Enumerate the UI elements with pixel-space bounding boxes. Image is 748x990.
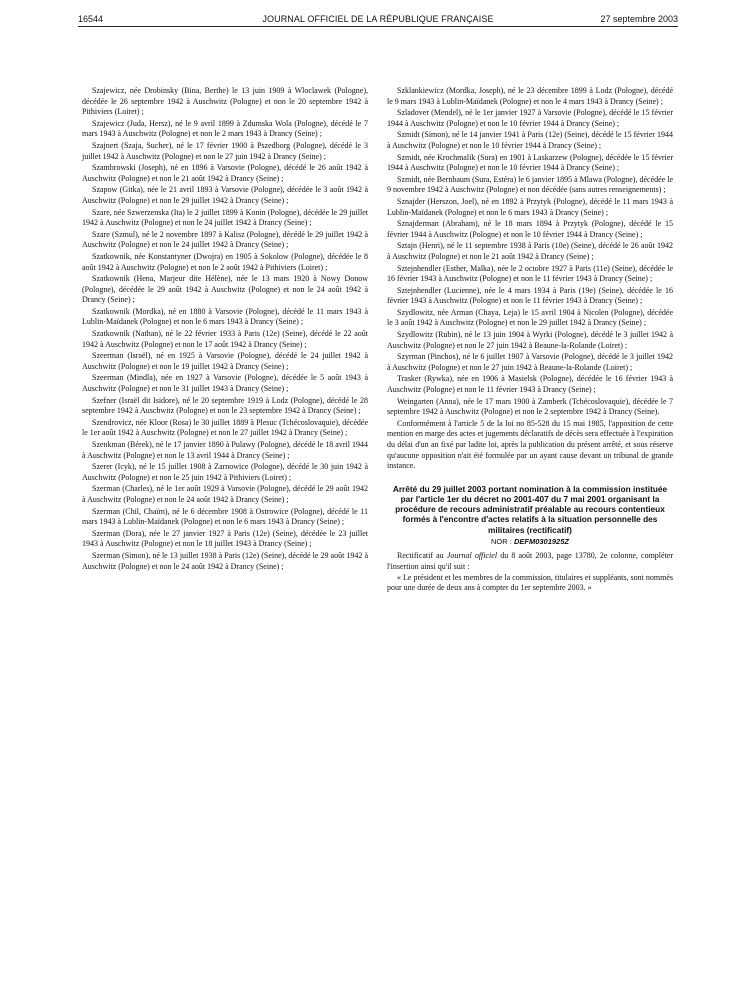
decree-title: Arrêté du 29 juillet 2003 portant nomination à la commission instituée par l'article 1er du décret no 2001-407 du 7 mai 2001 organisant la procédure de recours administratif préalable au recours contentieux formés à l'encontre d'actes relatifs à la situation personnelle des militaires (rectificatif)	[392, 483, 668, 535]
entry: Szklankiewicz (Mordka, Joseph), né le 23 décembre 1899 à Lodz (Pologne), décédé le 9 mars 1943 à Lublin-Maïdanek (Pologne) et non le 4 mars 1943 à Drancy (Seine) ;	[387, 86, 673, 106]
conformement-paragraph: Conformément à l'article 5 de la loi no 85-528 du 15 mai 1985, l'apposition de cette mention en marge des actes et jugements déclaratifs de décès sera effectuée à l'expiration du délai d'un an fixé par ladite loi, après la publication du présent arrêté, et sous réserve qu'aucune opposition n'ait été formulée par un ayant cause devant un tribunal de grande instance.	[387, 418, 673, 471]
right-column	[387, 86, 673, 594]
header-rule	[78, 26, 678, 27]
entry: Szeerman (Israël), né en 1925 à Varsovie (Pologne), décédé le 24 juillet 1942 à Auschwitz (Pologne) et non le 19 juillet 1942 à Drancy (Seine) ;	[82, 351, 368, 371]
entry: Szare (Szmul), né le 2 novembre 1897 à Kalisz (Pologne), décédé le 29 juillet 1942 à Auschwitz (Pologne) et non le 24 juillet 1942 à Drancy (Seine) ;	[82, 229, 368, 250]
entry: Sznajder (Herszon, Joel), né en 1892 à Przytyk (Pologne), décédé le 11 mars 1943 à Lublin-Maïdanek (Pologne) et non le 6 mars 1943 à Drancy (Seine) ;	[387, 196, 673, 217]
entry: Sztajn (Henri), né le 11 septembre 1938 à Paris (10e) (Seine), décédé le 26 août 1942 à Auschwitz (Pologne) et non le 21 août 1942 à Drancy (Seine) ;	[387, 241, 673, 261]
entry: Szare, née Szwerzenska (Ita) le 2 juillet 1899 à Konin (Pologne), décédée le 29 juillet 1942 à Auschwitz (Pologne) et non le 24 juillet 1942 à Drancy (Seine) ;	[82, 207, 368, 228]
entry: Szatkownik (Hena, Marjeur dite Hélène), née le 13 mars 1920 à Nowy Donow (Pologne), décédée le 29 août 1942 à Auschwitz (Pologne) et non le 24 août 1942 à Drancy (Seine) ;	[82, 274, 368, 305]
nor-reference	[387, 537, 673, 548]
left-column	[82, 86, 368, 573]
entry: Szmidt, née Krochmalik (Sura) en 1901 à Laskarzew (Pologne), décédée le 15 février 1944 à Auschwitz (Pologne) et non le 10 février 1944 à Drancy (Seine) ;	[387, 152, 673, 173]
entry: Szerman (Simon), né le 13 juillet 1938 à Paris (12e) (Seine), décédé le 29 août 1942 à Auschwitz (Pologne) et non le 24 août 1942 à Drancy (Seine) ;	[82, 550, 368, 571]
entry: Szatkownik, née Konstantyner (Dwojra) en 1905 à Sokolow (Pologne), décédée le 8 août 1942 à Auschwitz (Pologne) et non le 2 août 1942 à Pithiviers (Loiret) ;	[82, 251, 368, 272]
entry: Szerman (Chil, Chaïm), né le 6 décembre 1908 à Ostrowice (Pologne), décédé le 11 mars 1943 à Lublin-Maïdanek (Pologne) et non le 6 mars 1943 à Drancy (Seine) ;	[82, 506, 368, 527]
nor-label: NOR :	[491, 536, 512, 546]
entry: Szajewicz (Juda, Hersz), né le 9 avril 1899 à Zdumska Wola (Pologne), décédé le 7 mars 1943 à Auschwitz (Pologne) et non le 2 mars 1943 à Drancy (Seine) ;	[82, 118, 368, 139]
page-number: 16544	[78, 14, 104, 24]
entry: Szydlowitz (Rubin), né le 13 juin 1904 à Wyrki (Pologne), décédé le 3 juillet 1942 à Auschwitz (Pologne) et non le 27 juin 1942 à Beaune-la-Rolande (Loiret) ;	[387, 330, 673, 350]
entry: Szendrovicz, née Kloor (Rosa) le 30 juillet 1889 à Plesuc (Tchécoslovaquie), décédée le 1er août 1942 à Auschwitz (Pologne) et non le 27 juillet 1942 à Drancy (Seine) ;	[82, 417, 368, 438]
entry: Szmidt (Simon), né le 14 janvier 1941 à Paris (12e) (Seine), décédé le 15 février 1944 à Auschwitz (Pologne) et non le 10 février 1944 à Drancy (Seine) ;	[387, 130, 673, 150]
rectificatif-paragraph	[387, 551, 673, 572]
entry: Szladover (Mendel), né le 1er janvier 1927 à Varsovie (Pologne), décédé le 15 février 1944 à Auschwitz (Pologne) et non le 10 février 1944 à Drancy (Seine) ;	[387, 108, 673, 128]
entry: Szmidt, née Bernbaum (Sura, Estéra) le 6 janvier 1895 à Mlawa (Pologne), décédée le 9 novembre 1942 à Auschwitz (Pologne) et non décédée (sans autres renseignements) ;	[387, 174, 673, 195]
entry: Szydlowitz, née Arman (Chaya, Leja) le 15 avril 1904 à Nicolen (Pologne), décédée le 3 août 1942 à Auschwitz (Pologne) et non le 29 juillet 1942 à Drancy (Seine) ;	[387, 307, 673, 328]
entry: Sznajderman (Abraham), né le 18 mars 1894 à Przytyk (Pologne), décédé le 15 février 1944 à Auschwitz (Pologne) et non le 10 février 1944 à Drancy (Seine) ;	[387, 219, 673, 239]
journal-title: JOURNAL OFFICIEL DE LA RÉPUBLIQUE FRANÇAISE	[262, 14, 494, 24]
entry: Szapow (Gitka), née le 21 avril 1893 à Varsovie (Pologne), décédée le 3 août 1942 à Auschwitz (Pologne) et non le 29 juillet 1942 à Drancy (Seine) ;	[82, 185, 368, 205]
rectificatif-before: Rectificatif au	[397, 551, 444, 561]
entry: Szenkman (Bérek), né le 17 janvier 1890 à Pulawy (Pologne), décédé le 18 avril 1944 à Auschwitz (Pologne) et non le 13 avril 1944 à Drancy (Seine) ;	[82, 440, 368, 460]
entry: Trasker (Rywka), née en 1906 à Masielsk (Pologne), décédée le 16 février 1943 à Auschwitz (Pologne) et non le 11 février 1943 à Drancy (Seine) ;	[387, 374, 673, 395]
entry: Szajnert (Szaja, Sucher), né le 17 février 1900 à Pszedborg (Pologne), décédé le 3 juillet 1942 à Auschwitz (Pologne) et non le 27 juin 1942 à Drancy (Seine) ;	[82, 140, 368, 161]
entry: Szefner (Israël dit Isidore), né le 20 septembre 1919 à Lodz (Pologne), décédé le 28 septembre 1942 à Auschwitz (Pologne) et non le 23 septembre 1942 à Drancy (Seine) ;	[82, 395, 368, 416]
entry: Szeerman (Mindla), née en 1927 à Varsovie (Pologne), décédée le 5 août 1943 à Auschwitz (Pologne) et non le 31 juillet 1943 à Drancy (Seine) ;	[82, 373, 368, 394]
rectificatif-journal: Journal officiel	[446, 551, 498, 561]
entry: Szatkownik (Mordka), né en 1880 à Varsovie (Pologne), décédé le 11 mars 1943 à Lublin-Maïdanek (Pologne) et non le 6 mars 1943 à Drancy (Seine) ;	[82, 306, 368, 327]
entry: Sztejnhendler (Esther, Malka), née le 2 octobre 1927 à Paris (11e) (Seine), décédée le 16 février 1943 à Auschwitz (Pologne) et non le 11 février 1943 à Drancy (Seine) ;	[387, 263, 673, 284]
rectificatif-after: du 8 août 2003, page 13780, 2e colonne, compléter l'insertion ainsi qu'il suit :	[387, 551, 674, 571]
entry: Szerman (Dora), née le 27 janvier 1927 à Paris (12e) (Seine), décédée le 23 juillet 1943 à Auschwitz (Pologne) et non le 18 juillet 1943 à Drancy (Seine) ;	[82, 528, 368, 549]
entry: Szambrowski (Joseph), né en 1896 à Varsovie (Pologne), décédé le 26 août 1942 à Auschwitz (Pologne) et non le 21 août 1942 à Drancy (Seine) ;	[82, 163, 368, 183]
publication-date: 27 septembre 2003	[600, 14, 678, 24]
entry: Szajewicz, née Drobinsky (Bina, Berthe) le 13 juin 1909 à Wloclawek (Pologne), décédée le 26 septembre 1942 à Auschwitz (Pologne) et non le 20 septembre 1942 à Pithiviers (Loiret) ;	[82, 86, 368, 117]
decree-quote: « Le président et les membres de la commission, titulaires et suppléants, sont nommés pour une durée de deux ans à compter du 1er septembre 2003. »	[387, 572, 673, 593]
entry: Szyrman (Pinchos), né le 6 juillet 1907 à Varsovie (Pologne), décédé le 3 juillet 1942 à Auschwitz (Pologne) et non le 27 juin 1942 à Beaune-la-Rolande (Loiret) ;	[387, 352, 673, 372]
nor-code: DEFM0301925Z	[513, 536, 569, 546]
entry: Weingarten (Anna), née le 17 mars 1900 à Zamberk (Tchécoslovaquie), décédée le 7 septembre 1942 à Auschwitz (Pologne) et non le 2 septembre 1942 à Drancy (Seine).	[387, 396, 673, 417]
entry: Sztejnhendler (Lucienne), née le 4 mars 1934 à Paris (19e) (Seine), décédée le 16 février 1943 à Auschwitz (Pologne) et non le 11 février 1943 à Drancy (Seine) ;	[387, 285, 673, 306]
entry: Szatkownik (Nathan), né le 22 février 1933 à Paris (12e) (Seine), décédé le 22 août 1942 à Auschwitz (Pologne) et non le 17 août 1942 à Drancy (Seine) ;	[82, 329, 368, 349]
entry: Szerer (Icyk), né le 15 juillet 1908 à Zarnowice (Pologne), décédé le 30 juin 1942 à Auschwitz (Pologne) et non le 25 juin 1942 à Pithiviers (Loiret) ;	[82, 462, 368, 482]
entry: Szerman (Charles), né le 1er août 1929 à Varsovie (Pologne), décédé le 29 août 1942 à Auschwitz (Pologne) et non le 24 août 1942 à Drancy (Seine) ;	[82, 484, 368, 504]
